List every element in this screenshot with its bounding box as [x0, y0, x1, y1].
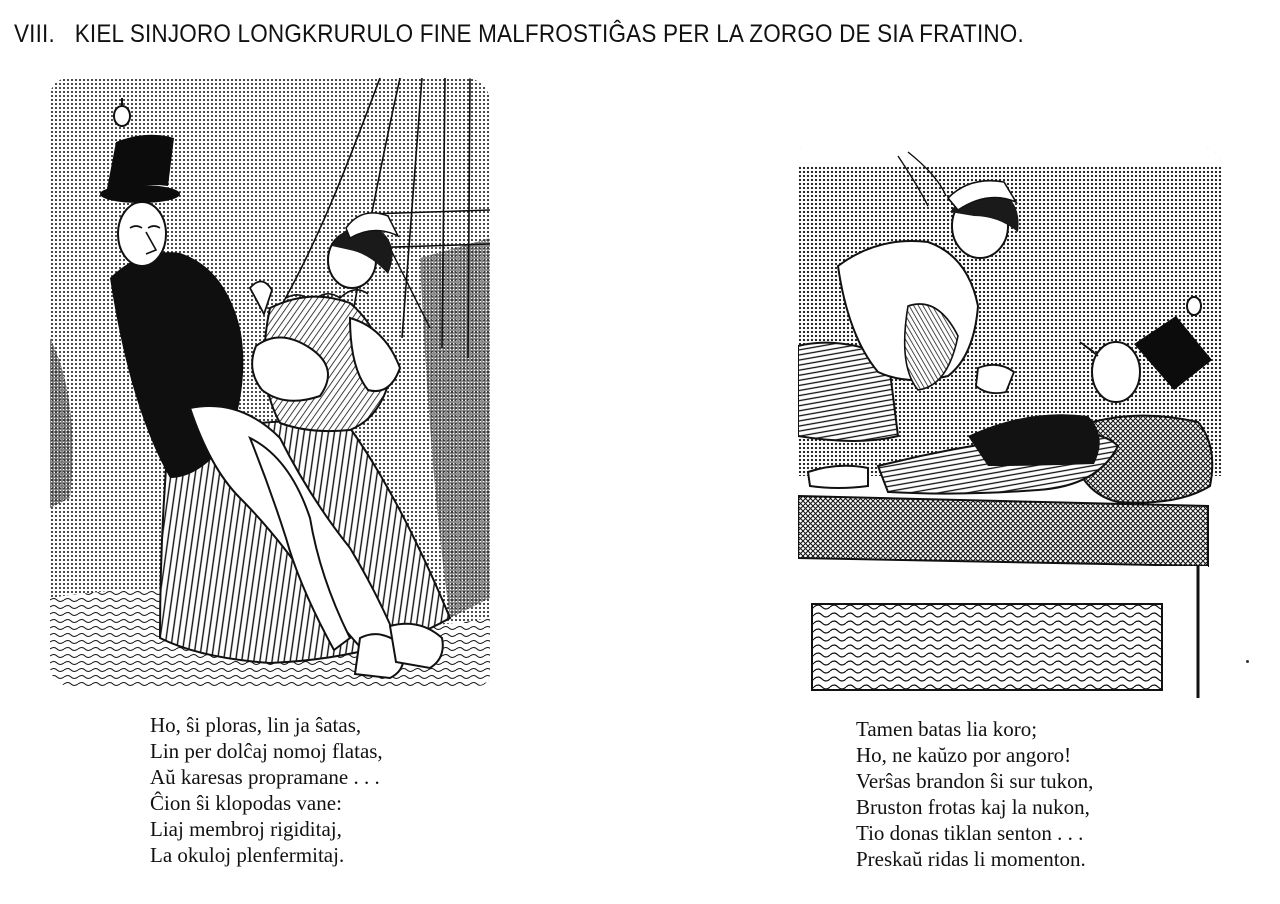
print-speck: [1246, 660, 1249, 663]
chapter-title: KIEL SINJORO LONGKRURULO FINE MALFROSTIĜAS PER LA ZORGO DE SIA FRATINO.: [74, 20, 1024, 48]
verse-line: Tamen batas lia koro;: [856, 717, 1038, 741]
chapter-number: VIII.: [14, 20, 55, 48]
verse-line: Aŭ karesas propramane . . .: [150, 765, 380, 789]
verse-line: Bruston frotas kaj la nukon,: [856, 795, 1090, 819]
verse-line: La okuloj plenfermitaj.: [150, 843, 345, 867]
verse-line: Ĉion ŝi klopodas vane:: [150, 791, 342, 815]
verse-line: Ho, ŝi ploras, lin ja ŝatas,: [150, 713, 362, 737]
verse-line: Verŝas brandon ŝi sur tukon,: [856, 769, 1094, 793]
left-illustration: [50, 78, 490, 686]
right-verse: [856, 716, 1093, 872]
right-illustration: [798, 146, 1222, 698]
verse-line: Ho, ne kaŭzo por angoro!: [856, 743, 1072, 767]
left-verse: [150, 712, 383, 868]
verse-line: Lin per dolĉaj nomoj flatas,: [150, 739, 383, 763]
verse-line: Liaj membroj rigiditaj,: [150, 817, 342, 841]
page-heading: [14, 14, 1141, 54]
verse-line: Tio donas tiklan senton . . .: [856, 821, 1084, 845]
verse-line: Preskaŭ ridas li momenton.: [856, 847, 1086, 871]
